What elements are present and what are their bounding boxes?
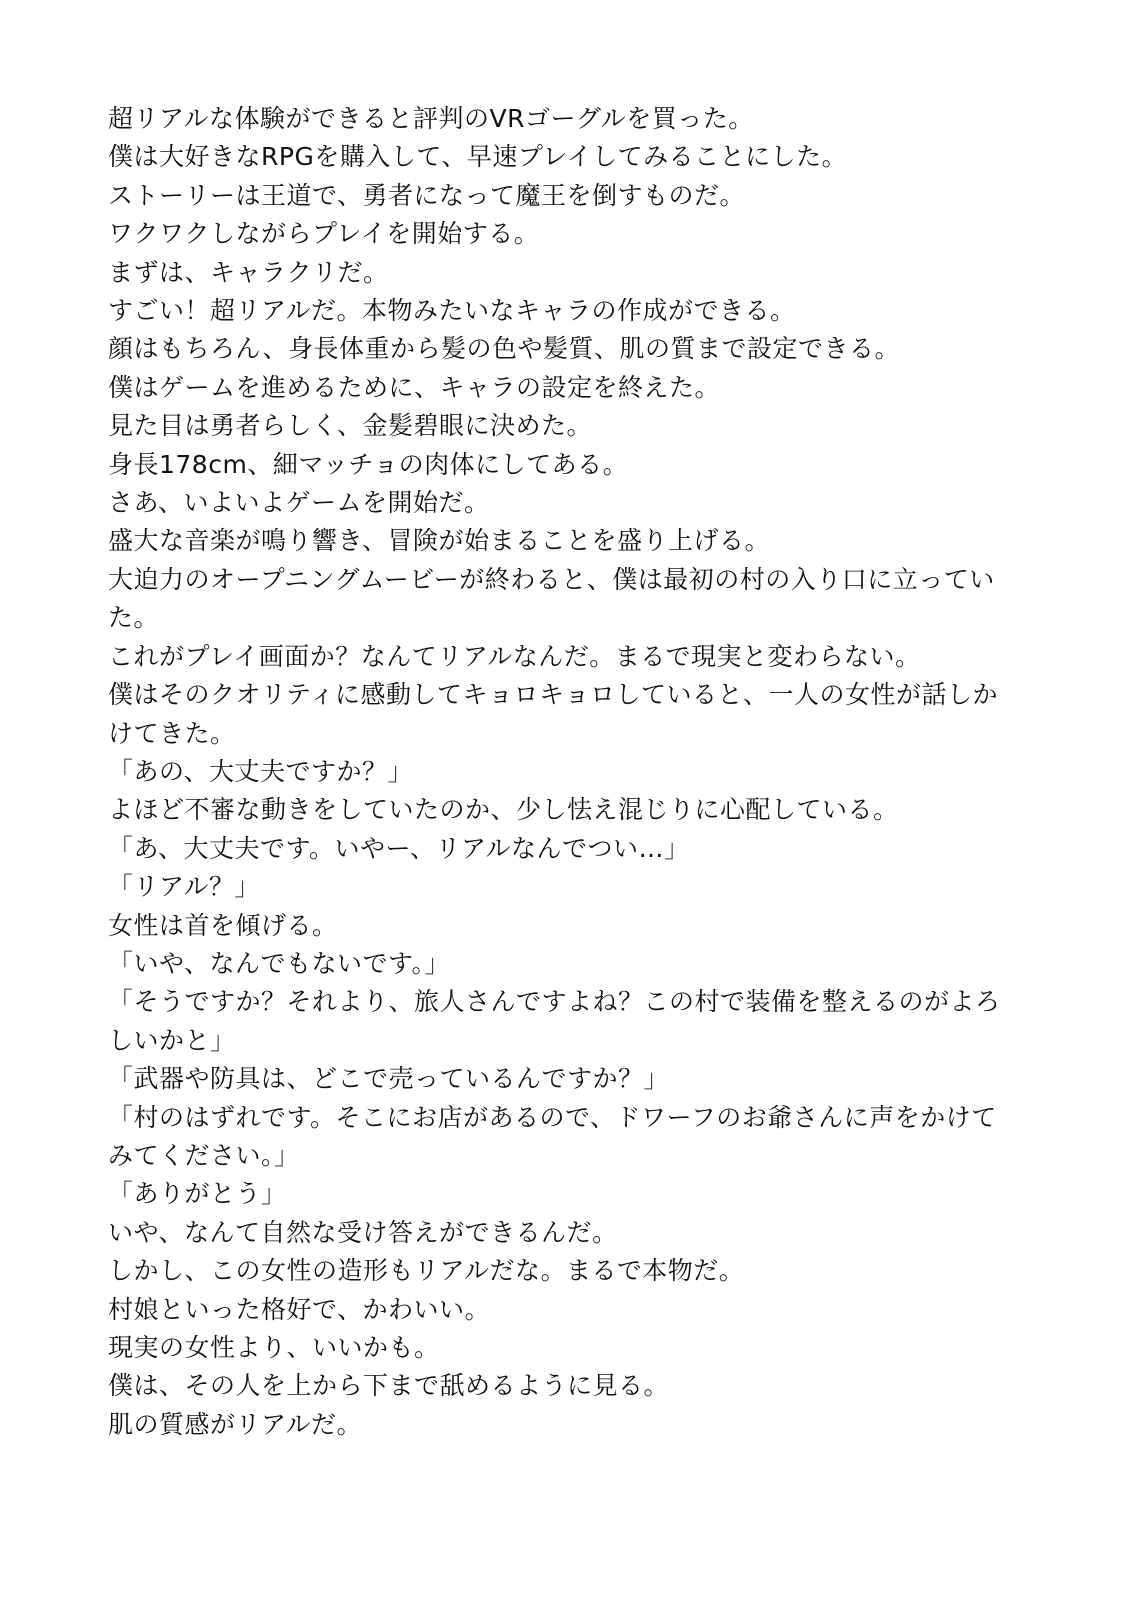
paragraph: 村娘といった格好で、かわいい。 [108,1294,491,1324]
paragraph: いや、なんて自然な受け答えができるんだ。 [108,1217,618,1247]
paragraph: まずは、キャラクリだ。 [108,257,389,287]
paragraph: 「あの、大丈夫ですか？」 [108,756,414,786]
paragraph: 超リアルな体験ができると評判のVRゴーグルを買った。 [108,104,754,133]
paragraph: しかし、この女性の造形もリアルだな。まるで本物だ。 [108,1256,745,1286]
paragraph: 身長178cm、細マッチョの肉体にしてある。 [108,449,629,479]
paragraph: これがプレイ画面か？なんてリアルなんだ。まるで現実と変わらない。 [108,641,921,671]
paragraph: 顔はもちろん、身長体重から髪の色や髪質、肌の質まで設定できる。 [108,334,901,364]
paragraph: ワクワクしながらプレイを開始する。 [108,219,540,249]
paragraph: さあ、いよいよゲームを開始だ。 [108,488,490,518]
paragraph: 盛大な音楽が鳴り響き、冒険が始まることを盛り上げる。 [108,526,771,556]
paragraph: 「いや、なんでもないです。」 [108,948,451,978]
paragraph: 現実の女性より、いいかも。 [108,1333,440,1362]
paragraph: 僕はそのクオリティに感動してキョロキョロしていると、一人の女性が話しかけてきた。 [108,680,999,748]
paragraph: ストーリーは王道で、勇者になって魔王を倒すものだ。 [108,180,746,210]
paragraph: すごい！超リアルだ。本物みたいなキャラの作成ができる。 [108,296,796,326]
paragraph: 僕は大好きなRPGを購入して、早速プレイしてみることにした。 [108,142,848,172]
paragraph: 「村のはずれです。そこにお店があるので、ドワーフのお爺さんに声をかけてみてください。」 [108,1102,997,1170]
paragraph: 「武器や防具は、どこで売っているんですか？」 [108,1064,670,1094]
paragraph: 「そうですか？それより、旅人さんですよね？この村で装備を整えるのがよろしいかと」 [108,987,1001,1055]
paragraph: 「あ、大丈夫です。いやー、リアルなんでつい…」 [108,833,690,863]
paragraph: 見た目は勇者らしく、金髪碧眼に決めた。 [108,411,593,441]
paragraph: 僕はゲームを進めるために、キャラの設定を終えた。 [108,372,721,402]
paragraph: 「リアル？」 [108,872,261,902]
paragraph: 女性は首を傾げる。 [108,910,338,940]
paragraph: よほど不審な動きをしていたのか、少し怯え混じりに心配している。 [108,795,899,825]
body-text [108,100,1008,1444]
paragraph: 「ありがとう」 [108,1179,287,1209]
paragraph: 大迫力のオープニングムービーが終わると、僕は最初の村の入り口に立っていた。 [108,564,995,633]
paragraph: 僕は、その人を上から下まで舐めるように見る。 [108,1371,670,1401]
paragraph: 肌の質感がリアルだ。 [108,1409,363,1439]
